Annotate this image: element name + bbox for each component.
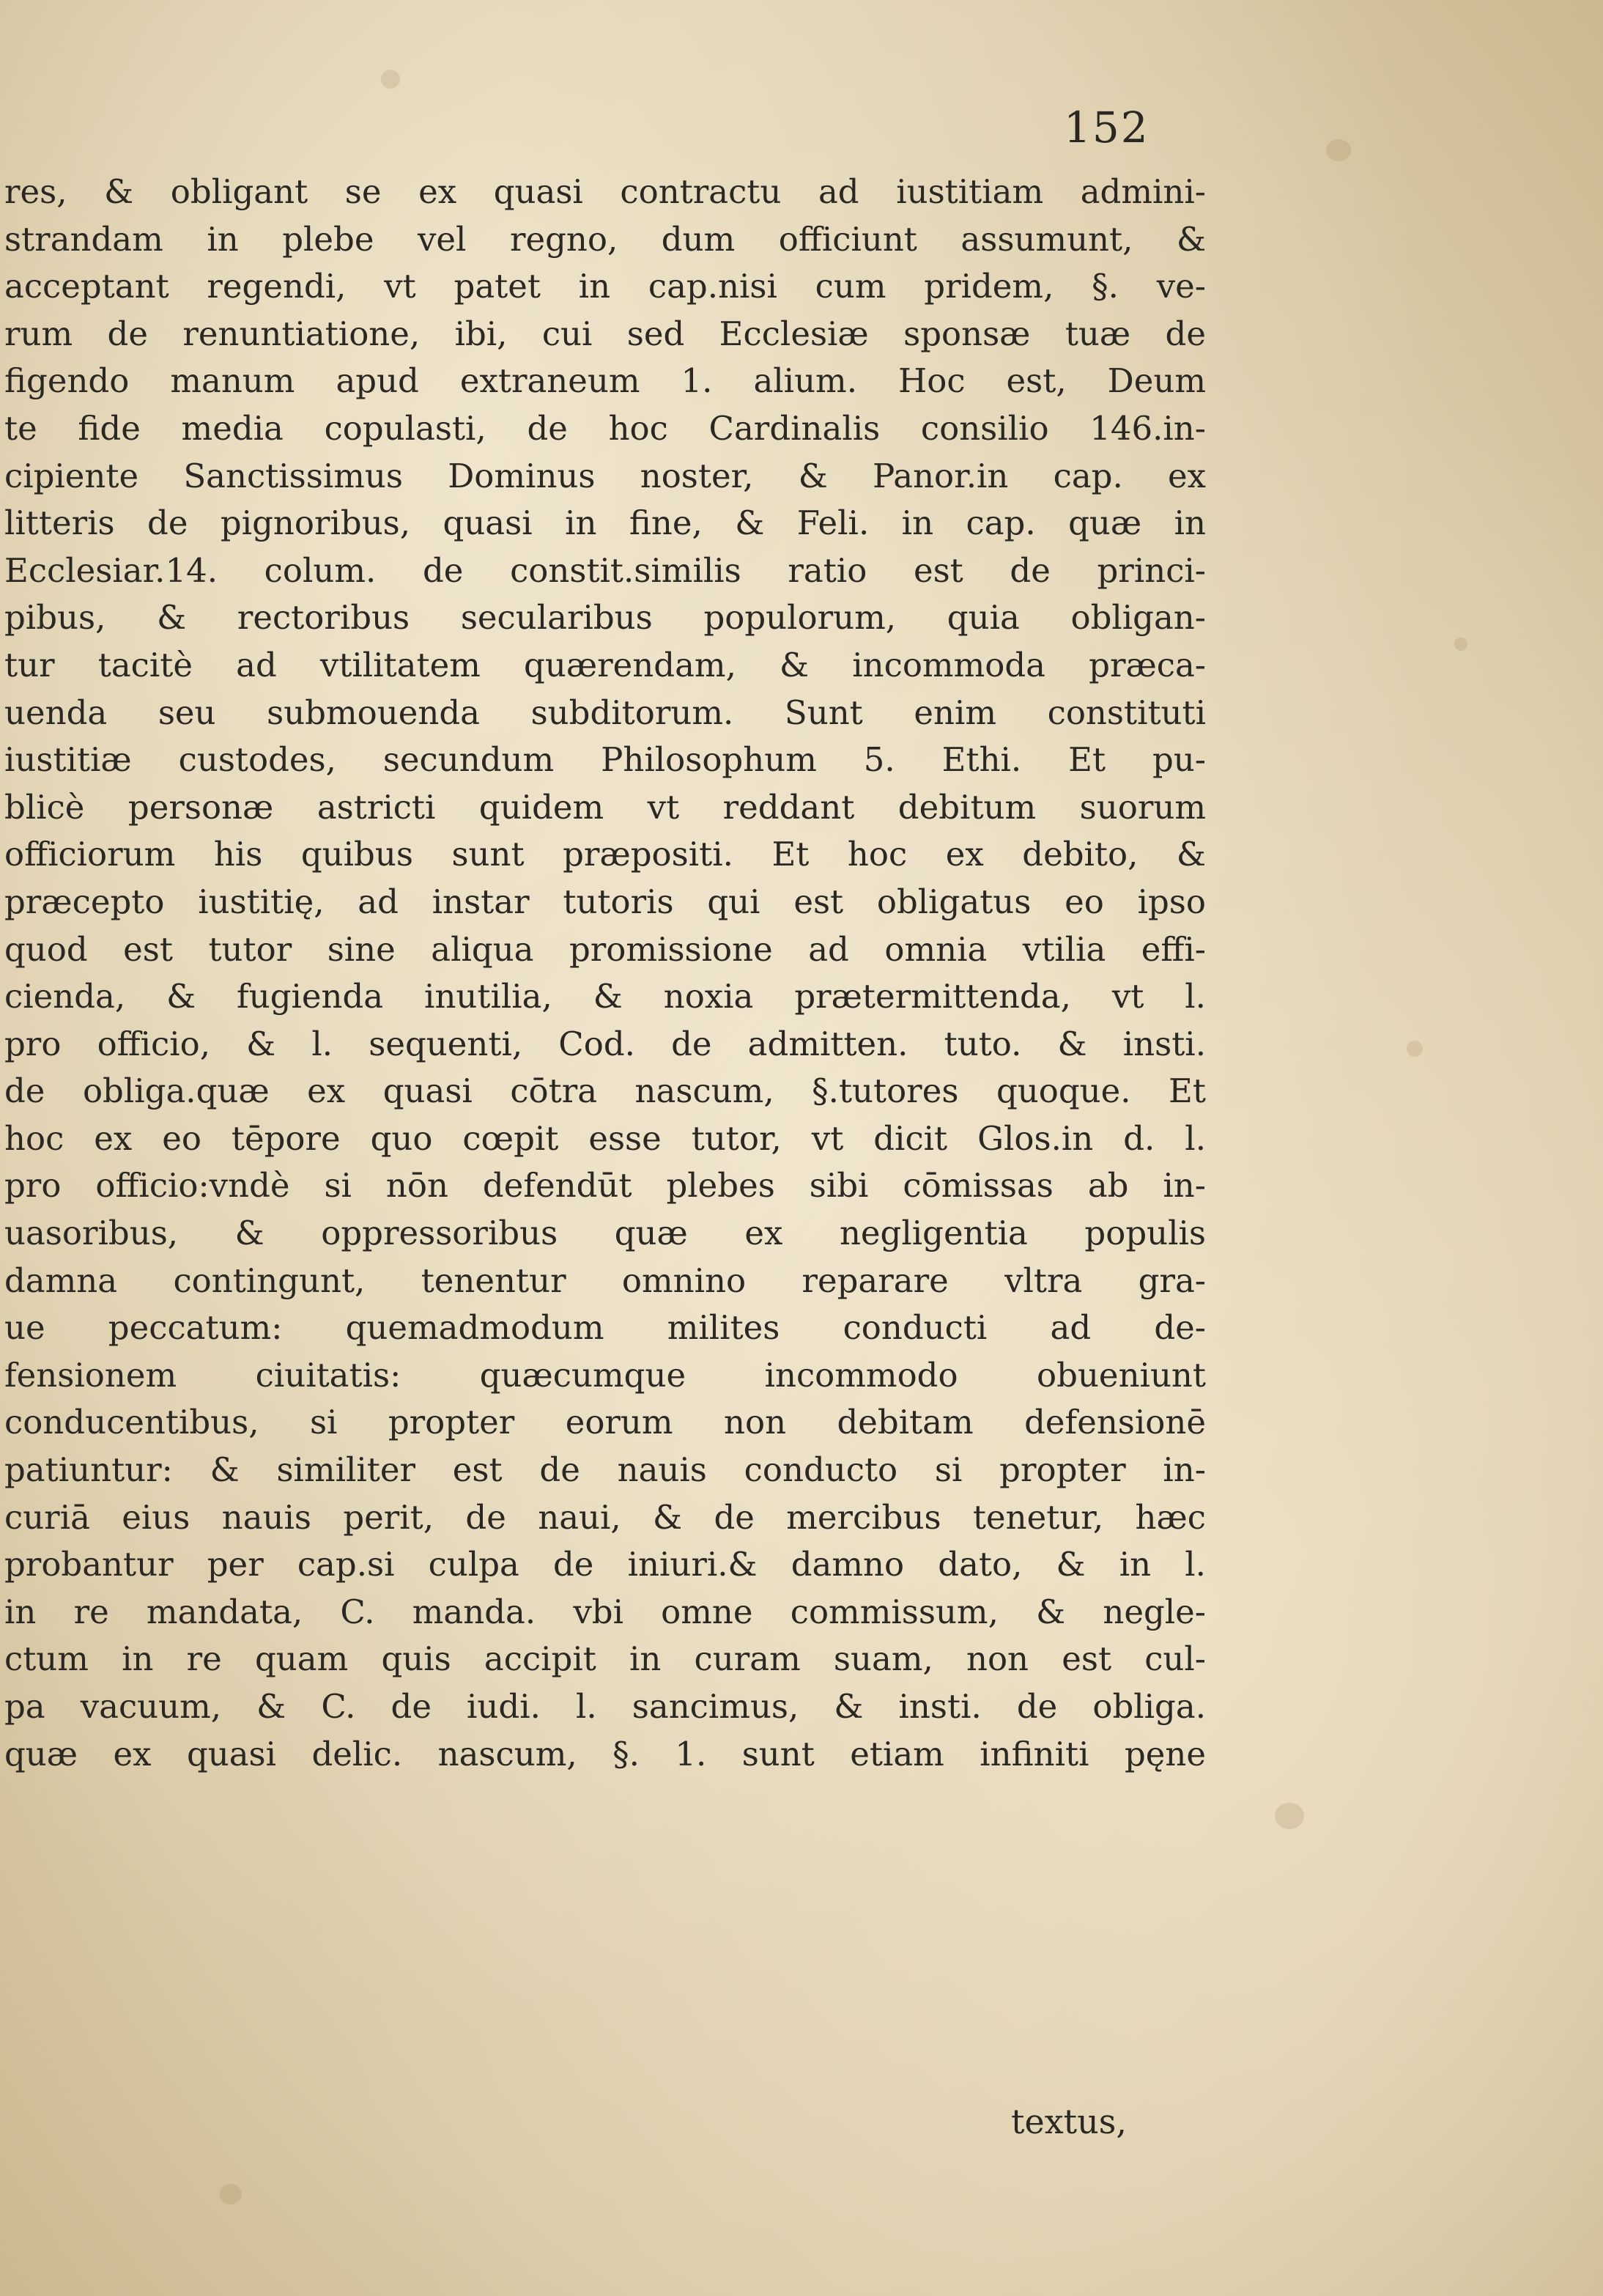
text-line: Ecclesiar.14. colum. de constit.similis ratio est de princi- (4, 550, 1206, 590)
text-line: figendo manum apud extraneum 1. alium. Hoc est, Deum (4, 361, 1206, 401)
text-line: officiorum his quibus sunt præpositi. Et hoc ex debito, & (4, 835, 1206, 874)
text-line: pro officio, & l. sequenti, Cod. de admitten. tuto. & insti. (4, 1024, 1206, 1063)
text-line: blicè personæ astricti quidem vt reddant debitum suorum (4, 787, 1206, 827)
text-line: conducentibus, si propter eorum non debitam defensionē (4, 1403, 1206, 1442)
text-line: præcepto iustitię, ad instar tutoris qui est obligatus eo ipso (4, 882, 1206, 921)
text-line: in re mandata, C. manda. vbi omne commissum, & negle- (4, 1592, 1206, 1631)
text-line: ue peccatum: quemadmodum milites conducti ad de- (4, 1308, 1206, 1348)
text-line: rum de renuntiatione, ibi, cui sed Ecclesiæ sponsæ tuæ de (4, 314, 1206, 353)
foxing-stain (1326, 139, 1351, 161)
text-line: tur tacitè ad vtilitatem quærendam, & incommoda præca- (4, 645, 1206, 684)
page-number: 152 (1064, 103, 1150, 152)
text-line: ctum in re quam quis accipit in curam suam, non est cul- (4, 1639, 1206, 1679)
text-line: strandam in plebe vel regno, dum officiunt assumunt, & (4, 219, 1206, 259)
text-line: litteris de pignoribus, quasi in fine, & Feli. in cap. quæ in (4, 503, 1206, 543)
text-line: fensionem ciuitatis: quæcumque incommodo obueniunt (4, 1355, 1206, 1395)
text-line: hoc ex eo tēpore quo cœpit esse tutor, vt dicit Glos.in d. l. (4, 1118, 1206, 1158)
text-line: patiuntur: & similiter est de nauis conducto si propter in- (4, 1450, 1206, 1490)
catchword: textus, (1011, 2102, 1127, 2141)
foxing-stain (1407, 1041, 1423, 1057)
text-line: uenda seu submouenda subditorum. Sunt enim constituti (4, 693, 1206, 732)
text-line: quæ ex quasi delic. nascum, §. 1. sunt etiam infiniti pęne (4, 1734, 1206, 1773)
text-line: acceptant regendi, vt patet in cap.nisi cum pridem, §. ve- (4, 267, 1206, 306)
text-line: de obliga.quæ ex quasi cōtra nascum, §.tutores quoque. Et (4, 1071, 1206, 1111)
text-line: damna contingunt, tenentur omnino reparare vltra gra- (4, 1260, 1206, 1300)
text-line: te fide media copulasti, de hoc Cardinalis consilio 146.in- (4, 408, 1206, 448)
text-line: pa vacuum, & C. de iudi. l. sancimus, & insti. de obliga. (4, 1687, 1206, 1726)
text-line: quod est tutor sine aliqua promissione ad omnia vtilia effi- (4, 929, 1206, 969)
foxing-stain (1454, 638, 1467, 651)
foxing-stain (1275, 1803, 1304, 1829)
text-line: res, & obligant se ex quasi contractu ad iustitiam admini- (4, 172, 1206, 211)
text-line: cipiente Sanctissimus Dominus noster, & Panor.in cap. ex (4, 456, 1206, 495)
text-line: pibus, & rectoribus secularibus populorum, quia obligan- (4, 598, 1206, 638)
text-line: iustitiæ custodes, secundum Philosophum 5. Ethi. Et pu- (4, 740, 1206, 780)
body-text (4, 169, 1206, 1778)
text-line: cienda, & fugienda inutilia, & noxia prætermittenda, vt l. (4, 977, 1206, 1016)
text-line: probantur per cap.si culpa de iniuri.& damno dato, & in l. (4, 1545, 1206, 1584)
foxing-stain (220, 2184, 242, 2204)
text-line: pro officio:vndè si nōn defendūt plebes sibi cōmissas ab in- (4, 1166, 1206, 1206)
text-line: uasoribus, & oppressoribus quæ ex negligentia populis (4, 1214, 1206, 1253)
text-line: curiā eius nauis perit, de naui, & de mercibus tenetur, hæc (4, 1497, 1206, 1537)
foxing-stain (381, 70, 400, 89)
